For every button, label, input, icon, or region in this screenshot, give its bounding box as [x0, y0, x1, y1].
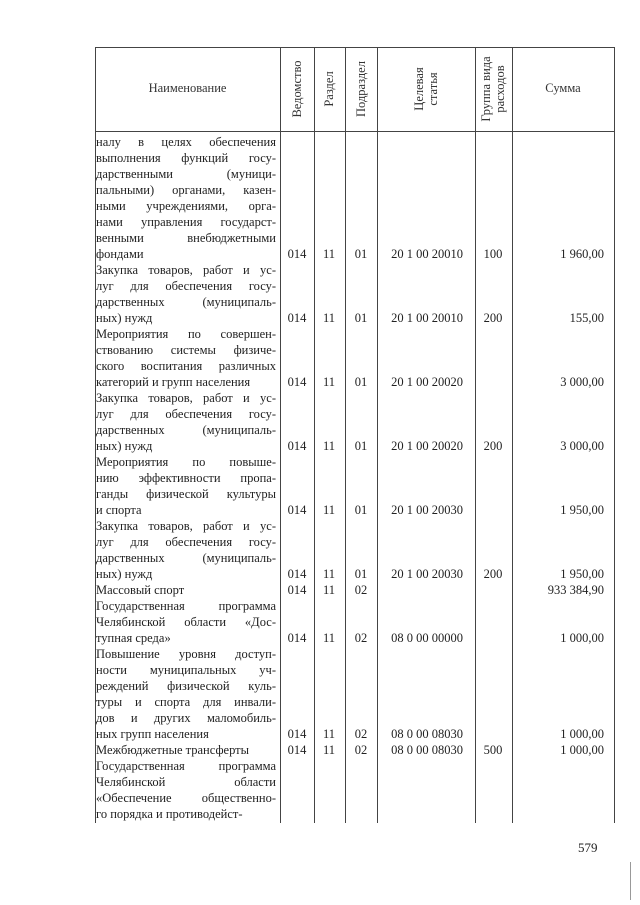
row-subsection: 01: [354, 503, 368, 517]
row-name-line: и спорта: [96, 503, 142, 517]
col-border-gr: [512, 47, 513, 823]
header-section: Раздел: [322, 71, 336, 107]
table-top-border: [95, 47, 615, 48]
row-name-line: ствованию системы физиче-: [96, 343, 276, 357]
row-section: 11: [322, 743, 336, 757]
row-name-line: ными учреждениями, орга-: [96, 199, 276, 213]
row-subsection: 02: [354, 631, 368, 645]
row-name-line: ных групп населения: [96, 727, 209, 741]
row-name-line: ганды физической культуры: [96, 487, 276, 501]
header-expense-group: [479, 56, 507, 121]
row-department: 014: [287, 375, 307, 389]
row-amount: 1 960,00: [560, 247, 604, 261]
row-name-line: Повышение уровня доступ-: [96, 647, 276, 661]
row-expense-group: 100: [483, 247, 503, 261]
row-target-item: 20 1 00 20030: [391, 503, 463, 517]
row-name-line: Челябинской области: [96, 775, 276, 789]
scan-edge-mark: [630, 862, 631, 900]
row-target-item: 20 1 00 20020: [391, 375, 463, 389]
row-name-line: ных) нужд: [96, 311, 153, 325]
row-name-line: Массовый спорт: [96, 583, 185, 597]
row-expense-group: 500: [483, 743, 503, 757]
row-amount: 1 950,00: [560, 503, 604, 517]
row-subsection: 02: [354, 743, 368, 757]
col-border-raz: [345, 47, 346, 823]
row-name-line: го порядка и противодейст-: [96, 807, 243, 821]
header-target-item-line2: статья: [426, 72, 440, 106]
row-name-line: пальными) органами, казен-: [96, 183, 276, 197]
row-expense-group: 200: [483, 311, 503, 325]
row-section: 11: [322, 631, 336, 645]
row-name-line: венными внебюджетными: [96, 231, 276, 245]
row-section: 11: [322, 503, 336, 517]
row-target-item: 20 1 00 20030: [391, 567, 463, 581]
col-border-name: [280, 47, 281, 823]
row-target-item: 08 0 00 08030: [391, 743, 463, 757]
row-section: 11: [322, 311, 336, 325]
header-target-item: [412, 67, 440, 110]
col-border-right: [614, 47, 615, 823]
page-number: 579: [578, 840, 598, 855]
row-department: 014: [287, 503, 307, 517]
row-name-line: тупная среда»: [96, 631, 171, 645]
header-department: Ведомство: [290, 60, 304, 118]
row-subsection: 01: [354, 311, 368, 325]
row-name-line: дарственных (муниципаль-: [96, 551, 276, 565]
row-department: 014: [287, 567, 307, 581]
row-target-item: 08 0 00 08030: [391, 727, 463, 741]
header-expense-group-line1: Группа вида: [479, 56, 493, 122]
row-name-line: выполнения функций госу-: [96, 151, 276, 165]
row-name-line: дарственными (муници-: [96, 167, 276, 181]
row-target-item: 20 1 00 20010: [391, 247, 463, 261]
row-section: 11: [322, 247, 336, 261]
row-subsection: 01: [354, 439, 368, 453]
row-name-line: ности муниципальных уч-: [96, 663, 276, 677]
row-department: 014: [287, 247, 307, 261]
row-section: 11: [322, 567, 336, 581]
row-name-line: Мероприятия по повыше-: [96, 455, 276, 469]
row-section: 11: [322, 375, 336, 389]
row-amount: 155,00: [569, 311, 604, 325]
row-name-line: луг для обеспечения госу-: [96, 407, 276, 421]
row-name-line: Государственная программа: [96, 759, 276, 773]
header-bottom-border: [95, 131, 615, 132]
header-subsection: Подраздел: [354, 61, 368, 117]
row-name-line: нами управления государст-: [96, 215, 276, 229]
row-section: 11: [322, 727, 336, 741]
row-name-line: дарственных (муниципаль-: [96, 295, 276, 309]
row-name-line: Межбюджетные трансферты: [96, 743, 250, 757]
row-amount: 1 000,00: [560, 743, 604, 757]
header-name: Наименование: [148, 81, 227, 95]
row-name-line: категорий и групп населения: [96, 375, 251, 389]
row-name-line: луг для обеспечения госу-: [96, 279, 276, 293]
row-amount: 1 000,00: [560, 631, 604, 645]
row-department: 014: [287, 631, 307, 645]
row-subsection: 01: [354, 375, 368, 389]
row-amount: 1 000,00: [560, 727, 604, 741]
row-target-item: 08 0 00 00000: [391, 631, 463, 645]
row-name-line: фондами: [96, 247, 144, 261]
row-subsection: 02: [354, 727, 368, 741]
row-department: 014: [287, 439, 307, 453]
row-name-line: дарственных (муниципаль-: [96, 423, 276, 437]
header-amount: Сумма: [545, 81, 581, 95]
row-department: 014: [287, 743, 307, 757]
header-expense-group-line2: расходов: [493, 65, 507, 113]
row-target-item: 20 1 00 20020: [391, 439, 463, 453]
row-name-line: Мероприятия по совершен-: [96, 327, 276, 341]
row-section: 11: [322, 439, 336, 453]
row-amount: 1 950,00: [560, 567, 604, 581]
row-name-line: Закупка товаров, работ и ус-: [96, 519, 276, 533]
row-expense-group: 200: [483, 439, 503, 453]
row-name-line: туры и спорта для инвали-: [96, 695, 276, 709]
col-border-ved: [314, 47, 315, 823]
row-department: 014: [287, 311, 307, 325]
row-name-line: ных) нужд: [96, 439, 153, 453]
row-name-line: Челябинской области «Дос-: [96, 615, 276, 629]
row-name-line: «Обеспечение общественно-: [96, 791, 276, 805]
col-border-pod: [377, 47, 378, 823]
row-name-line: дов и других маломобиль-: [96, 711, 276, 725]
row-subsection: 01: [354, 247, 368, 261]
row-name-line: ского воспитания различных: [96, 359, 276, 373]
row-expense-group: 200: [483, 567, 503, 581]
row-amount: 3 000,00: [560, 439, 604, 453]
row-name-line: луг для обеспечения госу-: [96, 535, 276, 549]
row-subsection: 02: [354, 583, 368, 597]
row-subsection: 01: [354, 567, 368, 581]
row-amount: 3 000,00: [560, 375, 604, 389]
row-name-line: Государственная программа: [96, 599, 276, 613]
row-target-item: 20 1 00 20010: [391, 311, 463, 325]
row-name-line: реждений физической куль-: [96, 679, 276, 693]
row-section: 11: [322, 583, 336, 597]
row-name-line: нию эффективности пропа-: [96, 471, 276, 485]
row-department: 014: [287, 727, 307, 741]
row-name-line: ных) нужд: [96, 567, 153, 581]
row-amount: 933 384,90: [547, 583, 604, 597]
row-name-line: Закупка товаров, работ и ус-: [96, 263, 276, 277]
col-border-cs: [475, 47, 476, 823]
row-department: 014: [287, 583, 307, 597]
row-name-line: Закупка товаров, работ и ус-: [96, 391, 276, 405]
header-target-item-line1: Целевая: [412, 67, 426, 111]
row-name-line: налу в целях обеспечения: [96, 135, 276, 149]
